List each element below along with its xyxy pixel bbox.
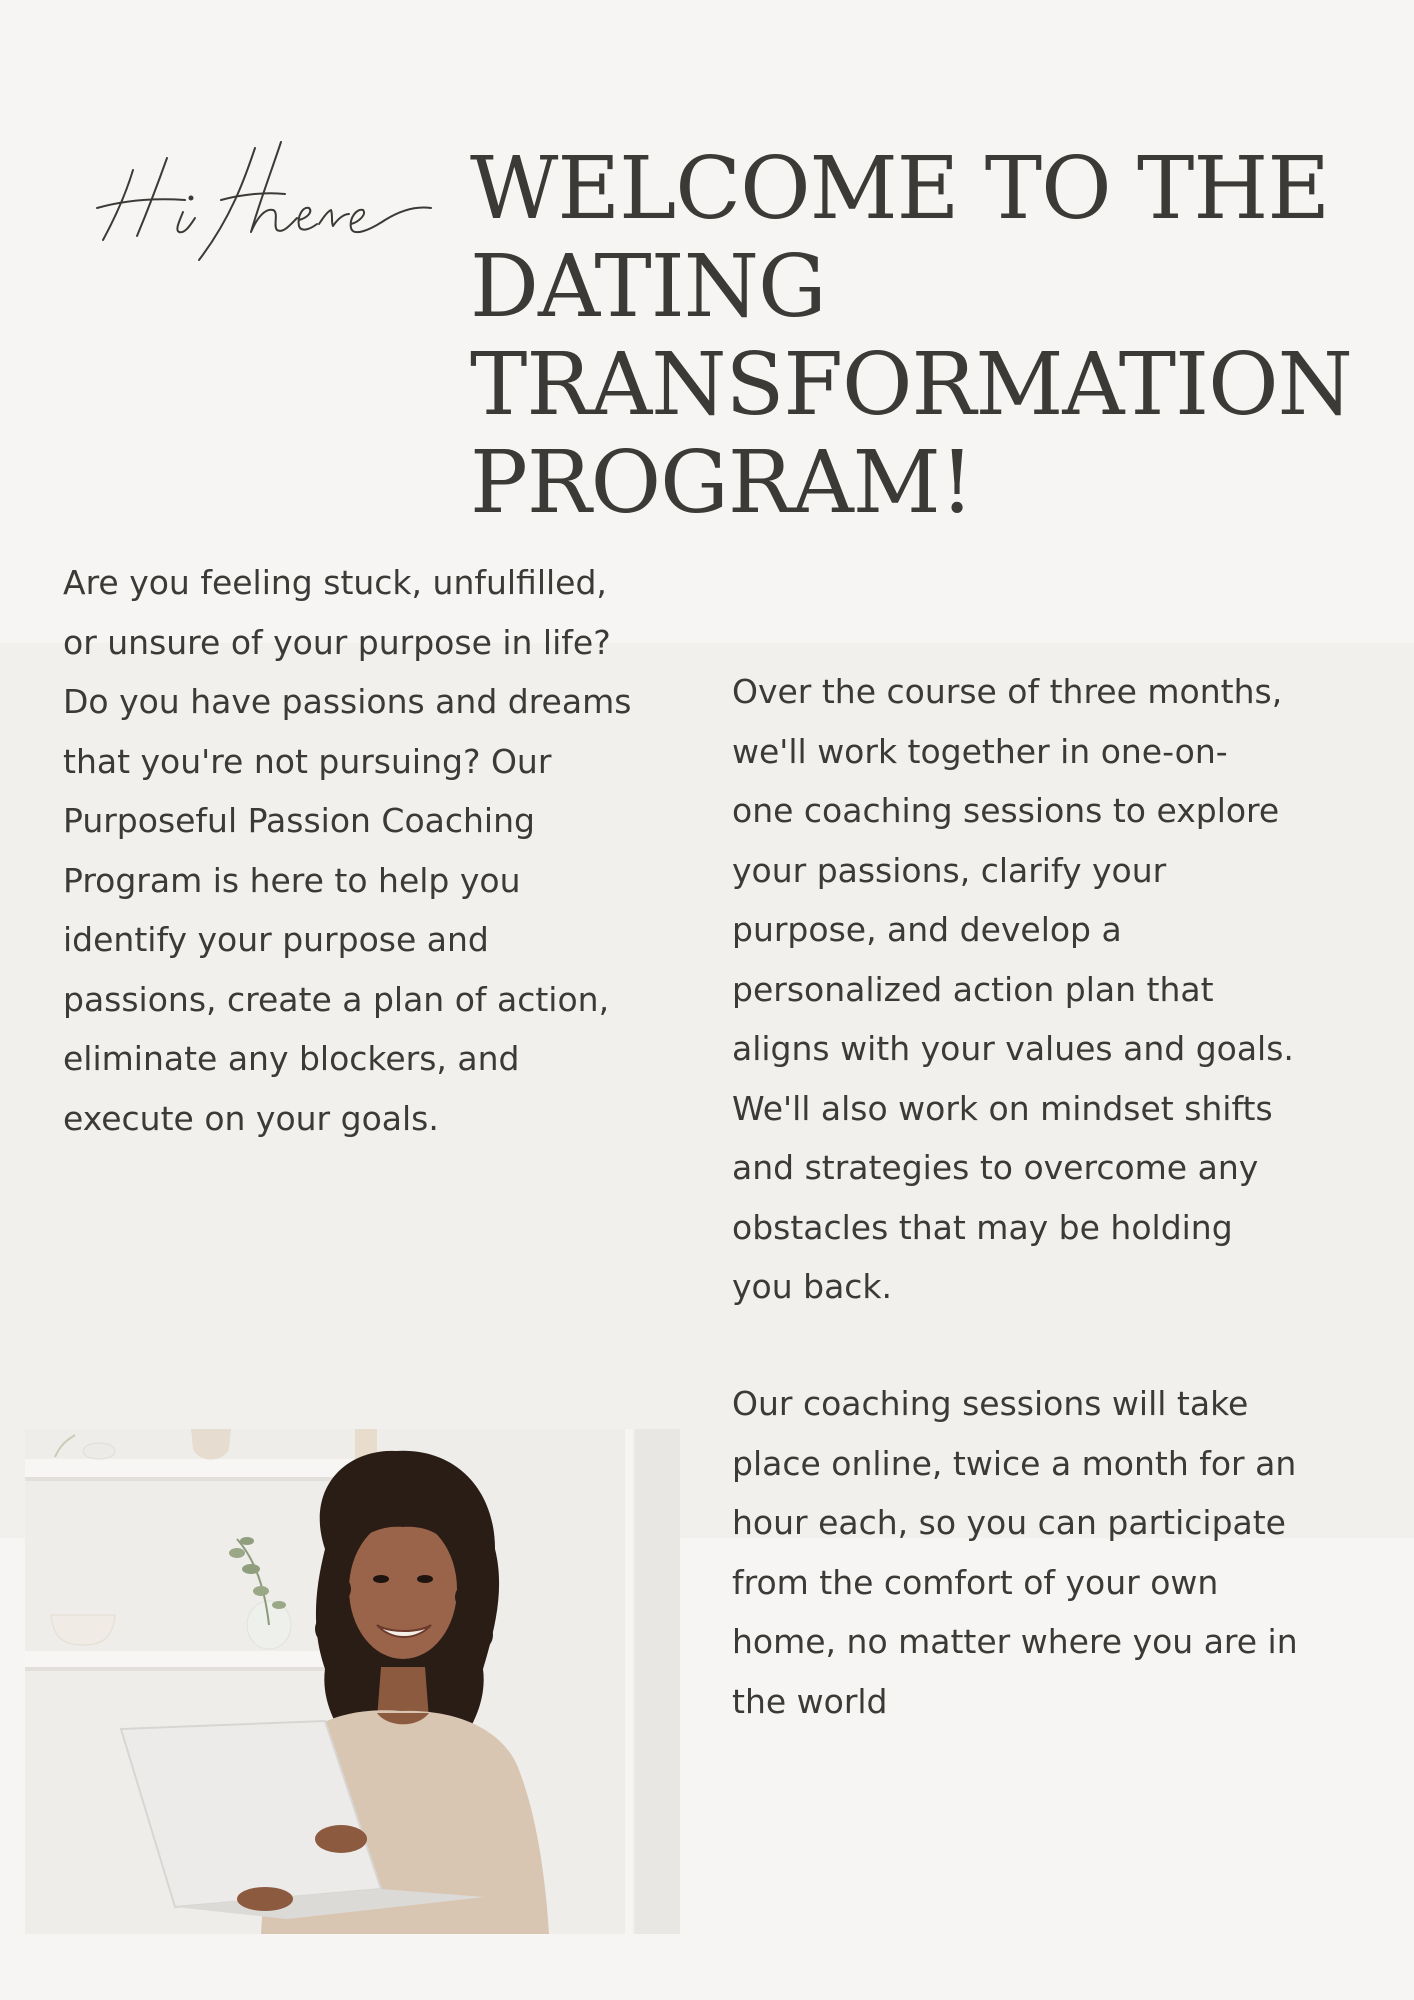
intro-paragraph [63,553,631,1148]
program-details-line: personalized action plan that [732,969,1214,1009]
intro-line: Purposeful Passion Coaching [63,801,535,840]
program-details-line: purpose, and develop a [732,910,1122,949]
title-line: PROGRAM! [470,433,974,533]
program-details-line: you back. [732,1267,893,1306]
session-details-line: the world [732,1681,888,1721]
intro-line: identify your purpose and [63,920,489,959]
intro-line: Are you feeling stuck, unfulfilled, [63,563,607,602]
session-details-line: home, no matter where you are in [732,1622,1298,1661]
program-details-line: your passions, clarify your [732,850,1167,890]
intro-line: eliminate any blockers, and [63,1039,520,1078]
program-details-line: we'll work together in one-on- [732,731,1228,771]
session-details-line: place online, twice a month for an [732,1443,1297,1483]
program-details-line: obstacles that may be holding [732,1207,1233,1247]
session-details-line: hour each, so you can participate [732,1503,1286,1542]
intro-line: or unsure of your purpose in life? [63,622,611,662]
intro-line: Do you have passions and dreams [63,682,632,721]
intro-line: that you're not pursuing? Our [63,741,552,781]
intro-line: Program is here to help you [63,860,521,900]
page-title [470,140,1370,532]
intro-line: passions, create a plan of action, [63,979,610,1019]
coach-photo [25,1429,680,1934]
program-details-line: and strategies to overcome any [732,1148,1259,1187]
intro-line: execute on your goals. [63,1098,439,1138]
program-details-line: Over the course of three months, [732,672,1283,711]
title-line: DATING [470,237,826,337]
session-details-line: Our coaching sessions will take [732,1384,1249,1423]
session-details-line: from the comfort of your own [732,1562,1219,1602]
program-details-paragraph [732,662,1294,1317]
program-details-line: one coaching sessions to explore [732,791,1280,830]
title-line: TRANSFORMATION [470,335,1352,435]
session-details-paragraph [732,1374,1298,1731]
program-details-line: We'll also work on mindset shifts [732,1088,1273,1128]
greeting-script [95,128,435,263]
title-line: WELCOME TO THE [470,139,1330,239]
program-details-line: aligns with your values and goals. [732,1029,1294,1068]
